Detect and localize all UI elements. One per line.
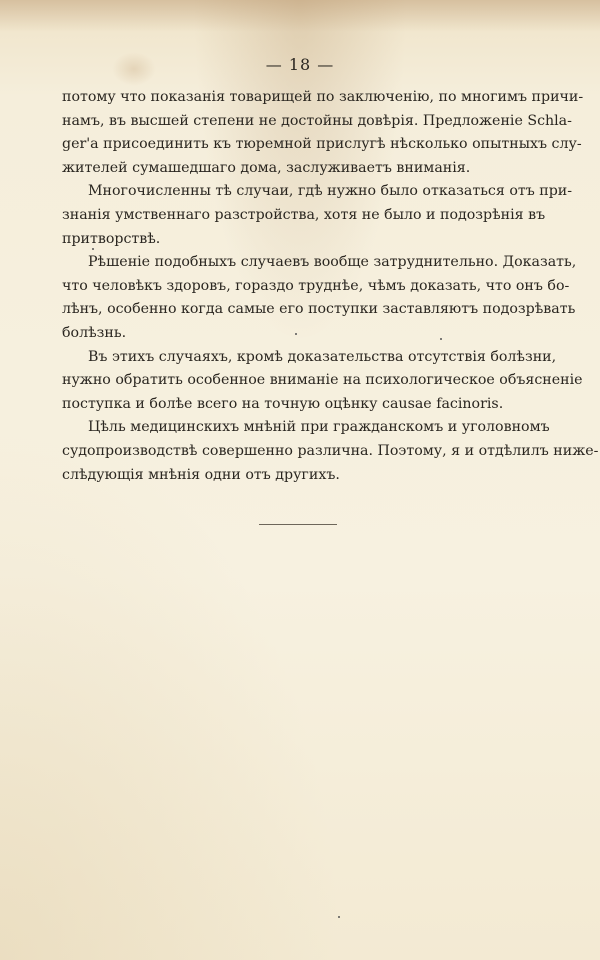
- text-line: знанія умственнаго разстройства, хотя не было и подозрѣнія въ: [62, 206, 546, 223]
- text-line: что человѣкъ здоровъ, гораздо труднѣе, чѣмъ доказать, что онъ бо-: [62, 277, 570, 294]
- text-line: лѣнъ, особенно когда самые его поступки заставляютъ подозрѣвать: [62, 301, 576, 318]
- section-divider: [259, 524, 337, 525]
- text-line: поступка и болѣе всего на точную оцѣнку causae facinoris.: [62, 395, 504, 412]
- text-line: жителей сумашедшаго дома, заслуживаетъ вниманія.: [62, 159, 471, 176]
- text-line: нужно обратить особенное вниманіе на психологическое объясненіе: [62, 372, 583, 389]
- body-text: [62, 86, 599, 487]
- text-line: судопроизводствѣ совершенно различна. Поэтому, я и отдѣлилъ ниже-: [62, 442, 599, 459]
- text-line: ger'а присоединить къ тюремной прислугѣ нѣсколько опытныхъ слу-: [62, 136, 582, 153]
- text-line: Цѣль медицинскихъ мнѣній при гражданскомъ и уголовномъ: [88, 419, 550, 436]
- text-line: Рѣшеніе подобныхъ случаевъ вообще затруднительно. Доказать,: [88, 254, 577, 271]
- page-number: — 18 —: [265, 55, 335, 74]
- text-line: слѣдующія мнѣнія одни отъ другихъ.: [62, 466, 340, 483]
- text-line: болѣзнь.: [62, 324, 127, 341]
- text-line: Многочисленны тѣ случаи, гдѣ нужно было отказаться отъ при-: [88, 183, 573, 200]
- paper-speck: [295, 333, 297, 335]
- paper-speck: [338, 916, 340, 918]
- text-line: притворствѣ.: [62, 230, 161, 247]
- text-line: намъ, въ высшей степени не достойны довѣрія. Предложеніе Schla-: [62, 112, 572, 129]
- text-line: потому что показанія товарищей по заключенію, по многимъ причи-: [62, 89, 584, 105]
- paper-stain: [0, 0, 600, 32]
- text-line: Въ этихъ случаяхъ, кромѣ доказательства отсутствія болѣзни,: [88, 348, 557, 365]
- paper-speck: [92, 248, 94, 250]
- paper-speck: [440, 338, 442, 340]
